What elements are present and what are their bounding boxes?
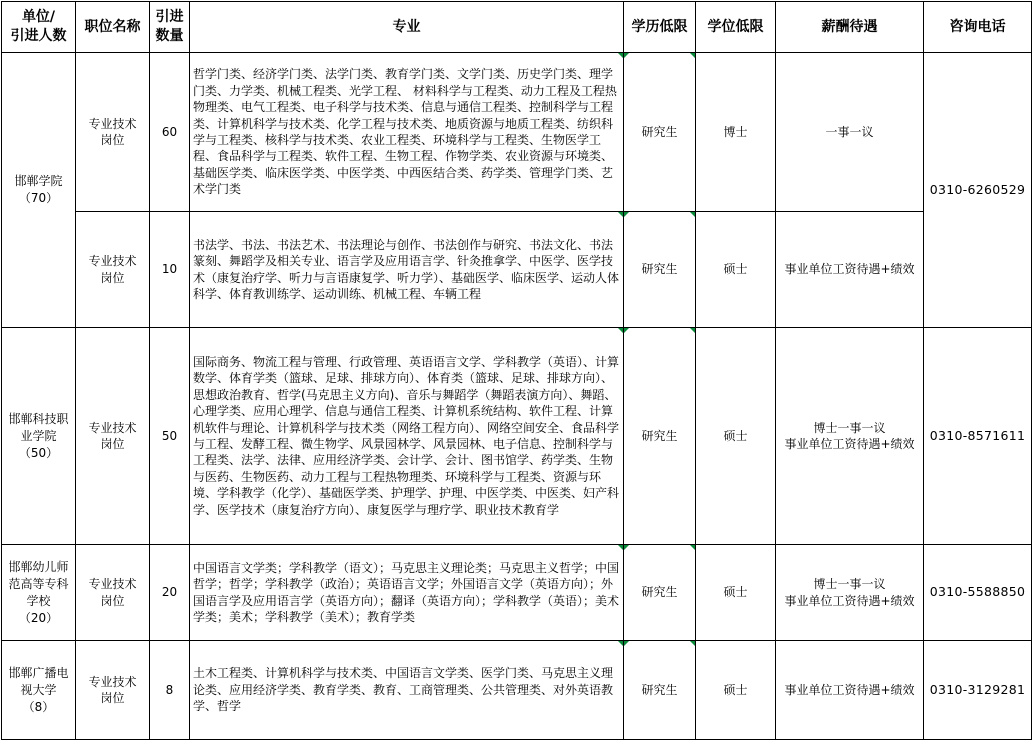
degree-cell: 硕士 xyxy=(696,545,776,641)
table-row xyxy=(2,212,1032,328)
phone-cell: 0310-5588850 xyxy=(924,545,1032,641)
unit-cell: 邯郸幼儿师 范高等专科 学校 （20） xyxy=(2,545,76,641)
major-cell: 哲学门类、经济学门类、法学门类、教育学门类、文学门类、历史学门类、理学门类、力学类、机械工程类、光学工程、 材料科学与工程类、动力工程及工程热物理类、电气工程类、电子科学与技术类、信息与通信工程类、控制科学与工程类、计算机科学与技术类、化学工程与技术类、地质资源与地质工程类、纺织科学与工程类、核科学与技术类、农业工程类、环境科学与工程类、生物医学工程、食品科学与工程类、软件工程、生物工程、作物学类、农业资源与环境类、基础医学类、临床医学类、中医学类、中西医结合类、药学类、管理学门类、艺术学门类 xyxy=(190,53,624,212)
position-cell: 专业技术 岗位 xyxy=(76,545,150,641)
position-cell: 专业技术 岗位 xyxy=(76,641,150,740)
count-cell: 20 xyxy=(150,545,190,641)
header-count: 引进 数量 xyxy=(150,2,190,53)
phone-cell: 0310-6260529 xyxy=(924,53,1032,328)
major-cell: 国际商务、物流工程与管理、行政管理、英语语言文学、学科教学（英语）、计算数学、体育学类（篮球、足球、排球方向）、体育类（篮球、足球、排球方向）、思想政治教育、哲学(马克思主义方向)、音乐与舞蹈学（舞蹈表演方向）、舞蹈、心理学类、应用心理学、信息与通信工程类、计算机系统结构、软件工程、计算机软件与理论、计算机科学与技术类（网络工程方向）、网络空间安全、食品科学与工程、发酵工程、微生物学、风景园林学、风景园林、电子信息、控制科学与工程类、法学、法律、应用经济学类、会计学、会计、图书馆学、药学类、生物与医药、生物医药、动力工程与工程热物理类、环境科学与工程类、资源与环境、学科教学（化学）、基础医学类、护理学、护理、中医学类、中医类、妇产科学、医学技术（康复治疗方向）、康复医学与理疗学、职业技术教育学 xyxy=(190,328,624,545)
header-salary: 薪酬待遇 xyxy=(776,2,924,53)
header-unit: 单位/ 引进人数 xyxy=(2,2,76,53)
unit-cell: 邯郸学院 （70） xyxy=(2,53,76,328)
count-cell: 50 xyxy=(150,328,190,545)
table-row xyxy=(2,545,1032,641)
recruitment-table xyxy=(1,1,1032,740)
major-cell: 书法学、书法、书法艺术、书法理论与创作、书法创作与研究、书法文化、书法篆刻、舞蹈学及相关专业、语言学及应用语言学、针灸推拿学、中医学、医学技术（康复治疗学、听力与言语康复学、听力学）、基础医学、临床医学、运动人体科学、体育教训练学、运动训练、机械工程、车辆工程 xyxy=(190,212,624,328)
salary-cell: 事业单位工资待遇+绩效 xyxy=(776,641,924,740)
table-row xyxy=(2,328,1032,545)
unit-cell: 邯郸广播电 视大学 （8） xyxy=(2,641,76,740)
education-cell: 研究生 xyxy=(624,53,696,212)
phone-cell: 0310-8571611 xyxy=(924,328,1032,545)
degree-cell: 博士 xyxy=(696,53,776,212)
header-major: 专业 xyxy=(190,2,624,53)
count-cell: 10 xyxy=(150,212,190,328)
phone-cell: 0310-3129281 xyxy=(924,641,1032,740)
count-cell: 8 xyxy=(150,641,190,740)
degree-cell: 硕士 xyxy=(696,641,776,740)
salary-cell: 博士一事一议 事业单位工资待遇+绩效 xyxy=(776,545,924,641)
salary-cell: 事业单位工资待遇+绩效 xyxy=(776,212,924,328)
header-position: 职位名称 xyxy=(76,2,150,53)
education-cell: 研究生 xyxy=(624,212,696,328)
unit-cell: 邯郸科技职 业学院 （50） xyxy=(2,328,76,545)
education-cell: 研究生 xyxy=(624,545,696,641)
position-cell: 专业技术 岗位 xyxy=(76,328,150,545)
salary-cell: 博士一事一议 事业单位工资待遇+绩效 xyxy=(776,328,924,545)
education-cell: 研究生 xyxy=(624,641,696,740)
degree-cell: 硕士 xyxy=(696,328,776,545)
header-row xyxy=(2,2,1032,53)
major-cell: 土木工程类、计算机科学与技术类、中国语言文学类、医学门类、马克思主义理论类、应用经济学类、教育学类、教育、工商管理类、公共管理类、对外英语教学、哲学 xyxy=(190,641,624,740)
education-cell: 研究生 xyxy=(624,328,696,545)
salary-cell: 一事一议 xyxy=(776,53,924,212)
degree-cell: 硕士 xyxy=(696,212,776,328)
header-education: 学历低限 xyxy=(624,2,696,53)
table-row xyxy=(2,641,1032,740)
major-cell: 中国语言文学类；学科教学（语文）；马克思主义理论类；马克思主义哲学；中国哲学；哲学；学科教学（政治）；英语语言文学；外国语言文学（英语方向）；外国语言学及应用语言学（英语方向）；翻译（英语方向）；学科教学（英语）；美术学类；美术；学科教学（美术）；教育学类 xyxy=(190,545,624,641)
header-phone: 咨询电话 xyxy=(924,2,1032,53)
count-cell: 60 xyxy=(150,53,190,212)
header-degree: 学位低限 xyxy=(696,2,776,53)
position-cell: 专业技术 岗位 xyxy=(76,212,150,328)
position-cell: 专业技术 岗位 xyxy=(76,53,150,212)
table-row xyxy=(2,53,1032,212)
